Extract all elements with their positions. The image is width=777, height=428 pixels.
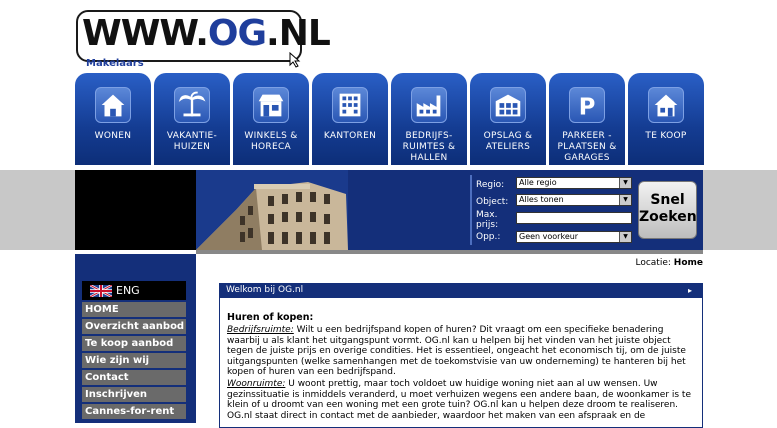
svg-text:P: P	[578, 94, 596, 121]
nav-tile-label: BEDRIJFS- RUIMTES & HALLEN	[402, 131, 456, 163]
regio-label: Regio:	[476, 180, 505, 190]
max-prijs-input[interactable]	[516, 212, 632, 224]
sidebar-item-te-koop-aanbod[interactable]: Te koop aanbod	[82, 336, 186, 351]
object-label: Object:	[476, 197, 509, 207]
regio-select[interactable]: Alle regio ▼	[516, 177, 632, 189]
header-divider	[196, 250, 703, 254]
object-select[interactable]: Alles tonen ▼	[516, 194, 632, 206]
uk-flag-icon	[90, 285, 112, 297]
nav-tile-label: TE KOOP	[645, 131, 687, 141]
warehouse-icon	[490, 87, 526, 123]
nav-tile-label: PARKEER - PLAATSEN & GARAGES	[557, 131, 617, 163]
bedrijfsruimte-label: Bedrijfsruimte:	[227, 325, 294, 336]
office-building-icon	[332, 87, 368, 123]
opp-label: Opp.:	[476, 232, 501, 242]
nav-tile-label: WINKELS & HORECA	[244, 131, 298, 152]
nav-tile-winkels-horeca[interactable]	[233, 73, 309, 165]
welcome-content	[227, 313, 697, 421]
parking-icon	[569, 87, 605, 123]
sidebar-item-overzicht-aanbod[interactable]: Overzicht aanbod	[82, 319, 186, 334]
nav-tile-label: WONEN	[94, 131, 132, 141]
nav-tile-label: VAKANTIE- HUIZEN	[166, 131, 218, 152]
nav-tile-opslag-ateliers[interactable]	[470, 73, 546, 165]
shop-icon	[253, 87, 289, 123]
breadcrumb: Locatie: Home	[635, 258, 703, 268]
nav-tile-te-koop[interactable]	[628, 73, 704, 165]
palm-tree-icon	[174, 87, 210, 123]
language-label: ENG	[116, 284, 140, 297]
chevron-down-icon: ▼	[619, 232, 631, 242]
sidebar-item-inschrijven[interactable]: Inschrijven	[82, 387, 186, 402]
logo-subtitle: Makelaars	[86, 58, 144, 69]
house-for-sale-icon	[648, 87, 684, 123]
band-right	[702, 170, 777, 250]
language-switch[interactable]	[82, 281, 186, 300]
nav-tile-kantoren[interactable]	[312, 73, 388, 165]
nav-tile-vakantie-huizen[interactable]	[154, 73, 230, 165]
max-prijs-label: Max. prijs:	[476, 210, 499, 230]
nav-tile-bedrijfs-ruimtes-hallen[interactable]	[391, 73, 467, 165]
nav-tile-label: KANTOREN	[323, 131, 377, 141]
band-left	[0, 170, 75, 250]
nav-tile-label: OPSLAG & ATELIERS	[483, 131, 533, 152]
sidebar-item-cannes-for-rent[interactable]: Cannes-for-rent	[82, 404, 186, 419]
arrow-right-icon[interactable]: ▸	[688, 286, 693, 295]
header-black-panel	[75, 170, 196, 250]
cursor-icon	[288, 52, 302, 68]
paragraph-bedrijfsruimte: Bedrijfsruimte: Wilt u een bedrijfspand kopen of huren? Dit vraagt om een specifieke benadering waarbij u als klant het uitgangspunt vormt. OG.nl kan u helpen bij het vinden van het juiste object tegen de juiste prijs en overige condities. Het is essentieel, ongeacht het economisch tij, om de juiste uitgangspunten (welke samenhangen met de toekomstvisie van uw onderneming) te hanteren bij het kopen of huren van een bedrijfspand.	[227, 325, 686, 378]
sidebar-item-wie-zijn-wij[interactable]: Wie zijn wij	[82, 353, 186, 368]
sidebar-item-home[interactable]: HOME	[82, 302, 186, 317]
chevron-down-icon: ▼	[619, 178, 631, 188]
nav-tile-wonen[interactable]	[75, 73, 151, 165]
snel-zoeken-button[interactable]: Snel Zoeken	[638, 181, 697, 239]
nav-tile-parkeer-plaatsen-garages[interactable]	[549, 73, 625, 165]
house-icon	[95, 87, 131, 123]
paragraph-woonruimte: Woonruimte: U woont prettig, maar toch voldoet uw huidige woning niet aan al uw wensen. Uw gezinssituatie is inmiddels veranderd, u moet verhuizen wegens een andere baan, de woonkamer is te klein of u droomt van een woning met een grote tuin? OG.nl kan u helpen deze droom te realiseren. OG.nl staat direct in contact met de aanbieder, waardoor het maken van een afspraak en de	[227, 379, 692, 421]
welcome-heading: Huren of kopen:	[227, 312, 314, 323]
sidebar-item-contact[interactable]: Contact	[82, 370, 186, 385]
factory-icon	[411, 87, 447, 123]
breadcrumb-current[interactable]: Home	[673, 258, 703, 268]
woonruimte-label: Woonruimte:	[227, 379, 286, 390]
welcome-title: Welkom bij OG.nl	[219, 283, 703, 298]
panel-divider	[470, 175, 472, 245]
chevron-down-icon: ▼	[619, 195, 631, 205]
logo-text: WWW.OG.NL	[82, 13, 330, 54]
building-photo	[196, 170, 348, 250]
opp-select[interactable]: Geen voorkeur ▼	[516, 231, 632, 243]
